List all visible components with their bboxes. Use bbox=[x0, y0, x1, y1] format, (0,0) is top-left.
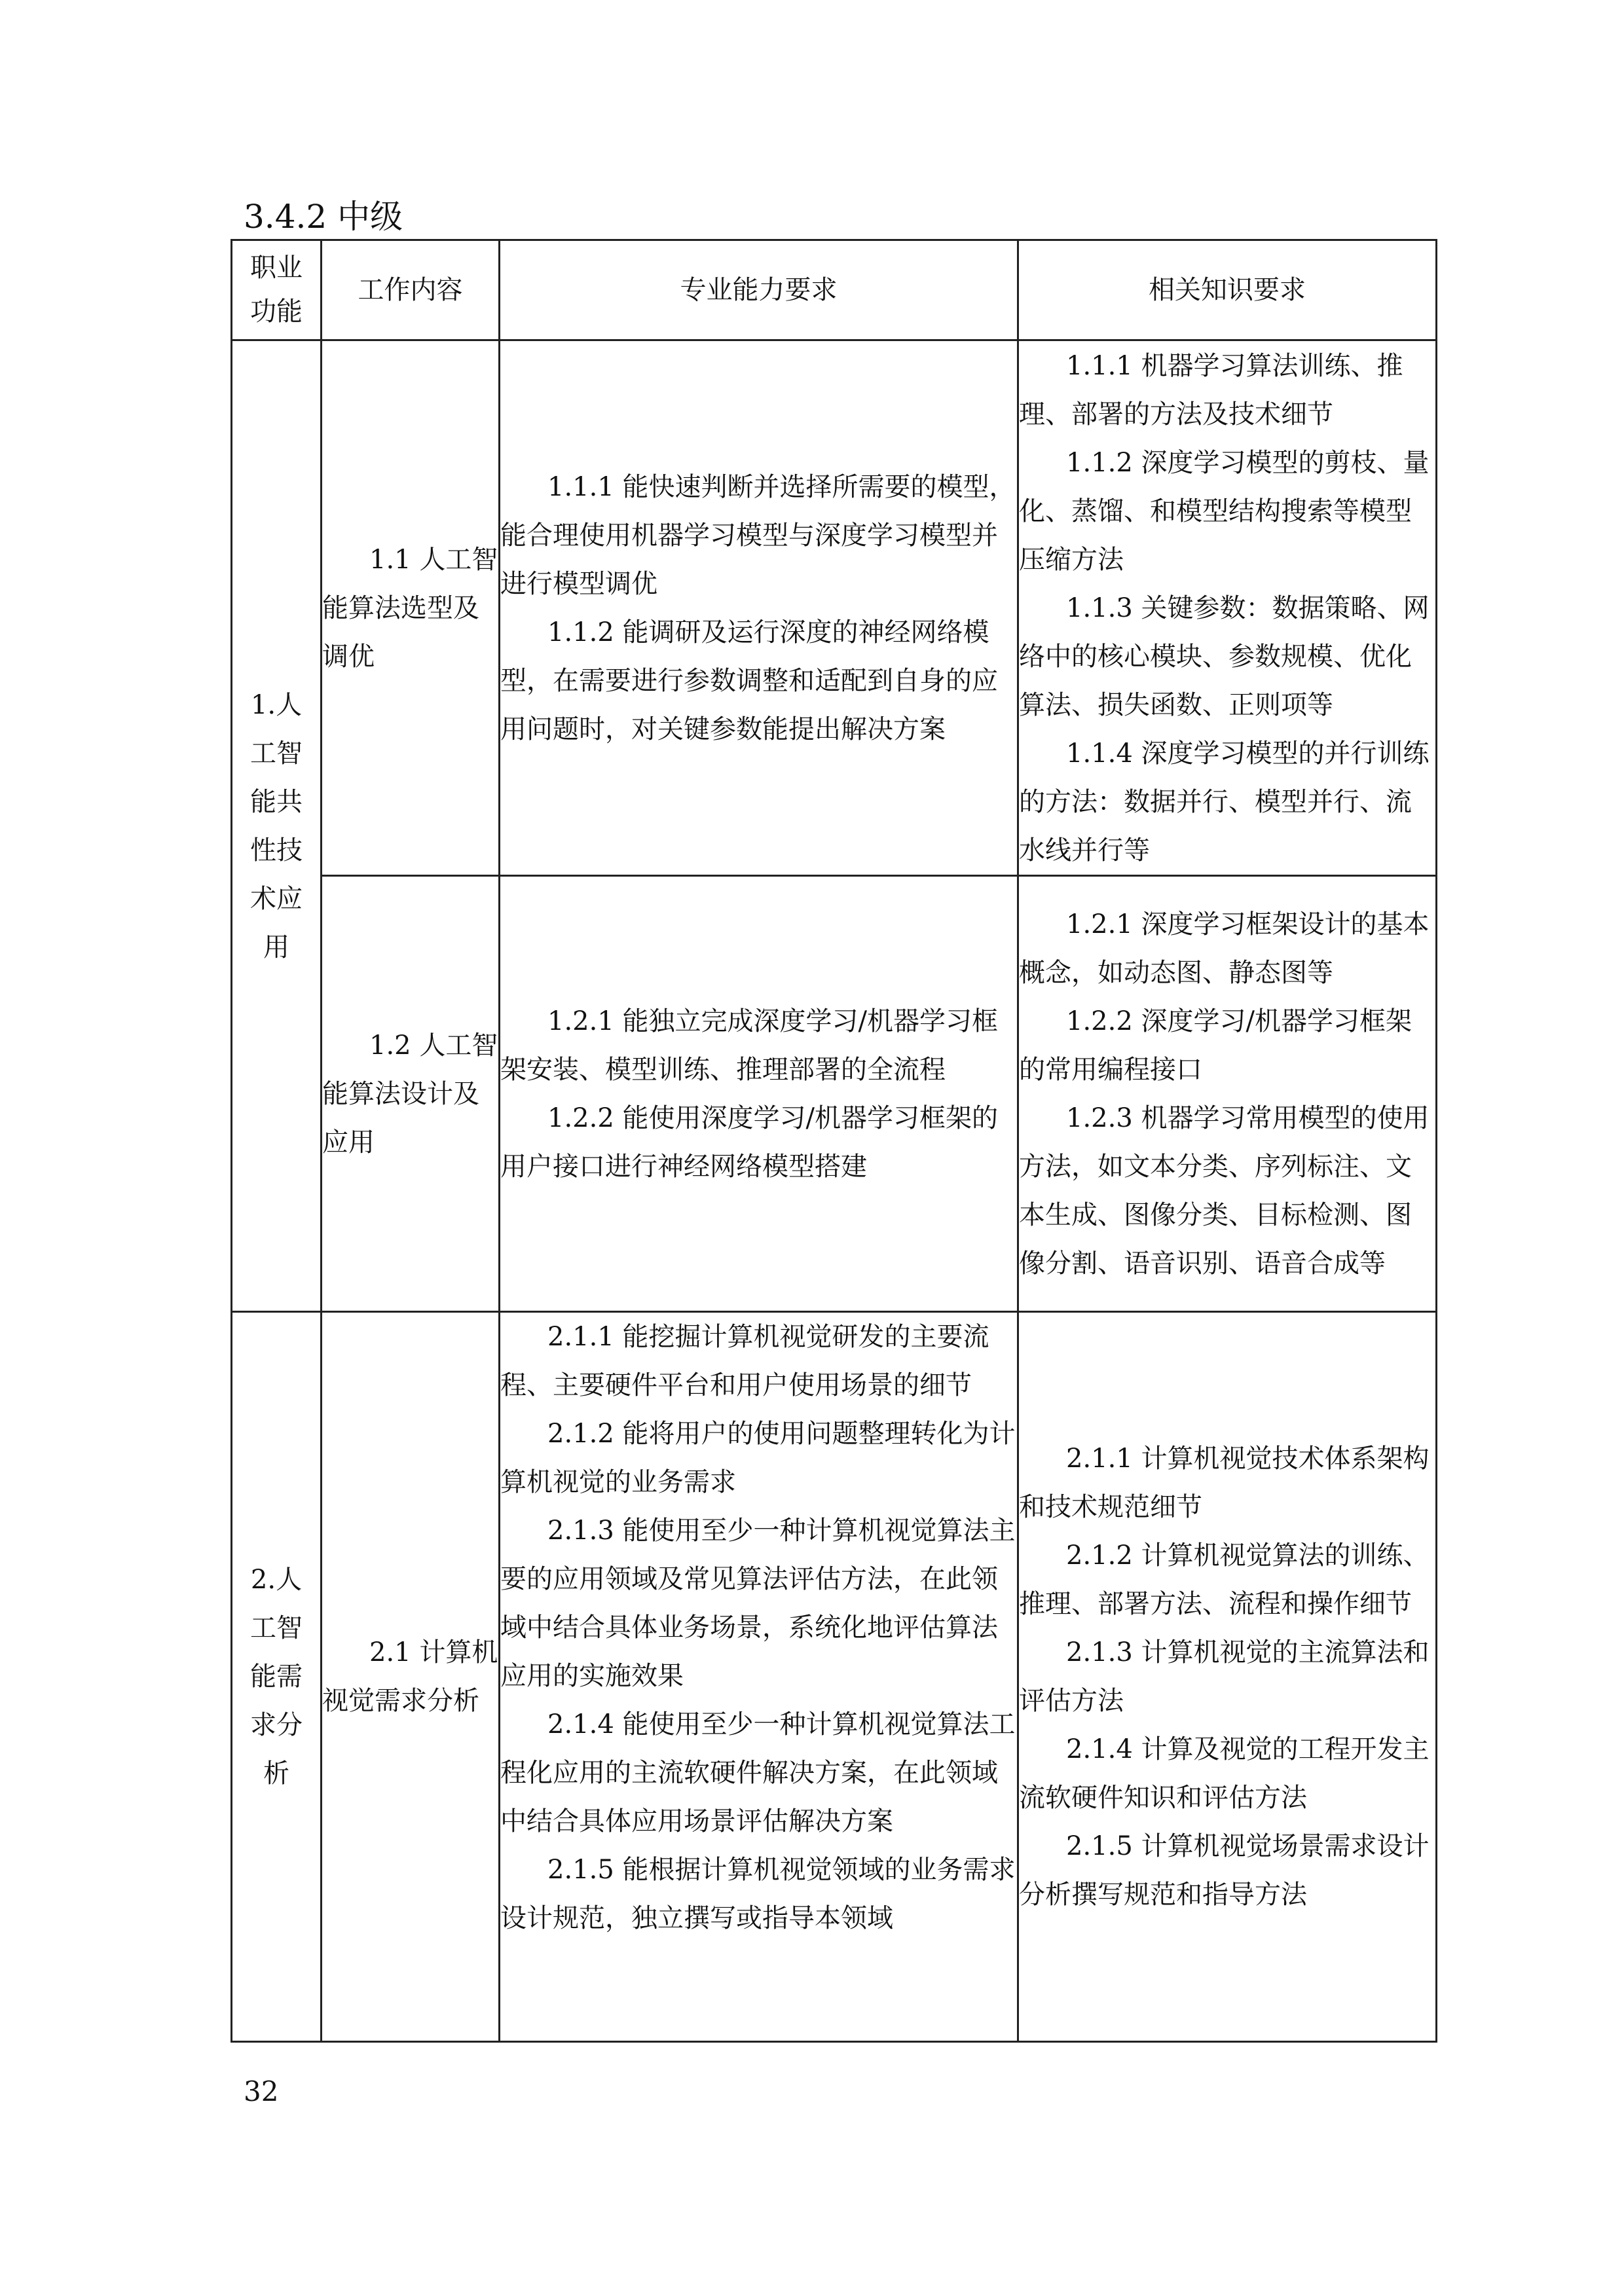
knowledge-item: 2.1.5 计算机视觉场景需求设计分析撰写规范和指导方法 bbox=[1019, 1831, 1430, 1910]
ability-item: 2.1.1 能挖掘计算机视觉研发的主要流程、主要硬件平台和用户使用场景的细节 bbox=[500, 1322, 989, 1400]
knowledge-item: 1.1.2 深度学习模型的剪枝、量化、蒸馏、和模型结构搜索等模型压缩方法 bbox=[1019, 447, 1430, 575]
ability-cell bbox=[500, 1312, 1018, 2042]
function-cell: 2.人工智能需求分析 bbox=[232, 1312, 322, 2042]
header-knowledge: 相关知识要求 bbox=[1018, 240, 1437, 340]
header-ability: 专业能力要求 bbox=[500, 240, 1018, 340]
work-cell: 1.2 人工智能算法设计及应用 bbox=[322, 876, 500, 1312]
function-cell: 1.人工智能共性技术应用 bbox=[232, 340, 322, 1312]
table-row bbox=[232, 340, 1437, 876]
ability-item: 2.1.2 能将用户的使用问题整理转化为计算机视觉的业务需求 bbox=[500, 1419, 1016, 1497]
knowledge-item: 1.2.3 机器学习常用模型的使用方法，如文本分类、序列标注、文本生成、图像分类、目标检测、图像分割、语音识别、语音合成等 bbox=[1019, 1102, 1430, 1279]
ability-item: 2.1.5 能根据计算机视觉领域的业务需求设计规范，独立撰写或指导本领域 bbox=[500, 1855, 1016, 1933]
knowledge-item: 1.1.3 关键参数：数据策略、网络中的核心模块、参数规模、优化算法、损失函数、正则项等 bbox=[1019, 592, 1430, 720]
table-header-row bbox=[232, 240, 1437, 340]
knowledge-item: 1.1.4 深度学习模型的并行训练的方法：数据并行、模型并行、流水线并行等 bbox=[1019, 738, 1430, 866]
knowledge-item: 1.2.1 深度学习框架设计的基本概念，如动态图、静态图等 bbox=[1019, 909, 1430, 988]
knowledge-item: 2.1.1 计算机视觉技术体系架构和技术规范细节 bbox=[1019, 1444, 1430, 1522]
knowledge-cell bbox=[1018, 340, 1437, 876]
table-row bbox=[232, 876, 1437, 1312]
work-cell: 1.1 人工智能算法选型及调优 bbox=[322, 340, 500, 876]
knowledge-item: 2.1.3 计算机视觉的主流算法和评估方法 bbox=[1019, 1637, 1430, 1716]
knowledge-item: 2.1.2 计算机视觉算法的训练、推理、部署方法、流程和操作细节 bbox=[1019, 1540, 1430, 1619]
knowledge-item: 1.1.1 机器学习算法训练、推理、部署的方法及技术细节 bbox=[1019, 350, 1403, 429]
ability-item: 2.1.3 能使用至少一种计算机视觉算法主要的应用领域及常见算法评估方法，在此领域中结合具体业务场景，系统化地评估算法应用的实施效果 bbox=[500, 1516, 1016, 1691]
ability-item: 2.1.4 能使用至少一种计算机视觉算法工程化应用的主流软硬件解决方案，在此领域中结合具体应用场景评估解决方案 bbox=[500, 1709, 1016, 1836]
header-function: 职业功能 bbox=[232, 240, 322, 340]
ability-item: 1.2.2 能使用深度学习/机器学习框架的用户接口进行神经网络模型搭建 bbox=[500, 1102, 998, 1182]
ability-item: 1.1.1 能快速判断并选择所需要的模型，能合理使用机器学习模型与深度学习模型并进行模型调优 bbox=[500, 471, 1016, 599]
ability-cell bbox=[500, 876, 1018, 1312]
ability-item: 1.2.1 能独立完成深度学习/机器学习框架安装、模型训练、推理部署的全流程 bbox=[500, 1006, 998, 1085]
ability-cell bbox=[500, 340, 1018, 876]
work-cell: 2.1 计算机视觉需求分析 bbox=[322, 1312, 500, 2042]
knowledge-cell bbox=[1018, 876, 1437, 1312]
skill-requirements-table bbox=[231, 239, 1437, 2043]
table-row bbox=[232, 1312, 1437, 2042]
page-number: 32 bbox=[244, 2075, 279, 2107]
knowledge-cell bbox=[1018, 1312, 1437, 2042]
header-work: 工作内容 bbox=[322, 240, 500, 340]
knowledge-item: 2.1.4 计算及视觉的工程开发主流软硬件知识和评估方法 bbox=[1019, 1734, 1430, 1813]
ability-item: 1.1.2 能调研及运行深度的神经网络模型，在需要进行参数调整和适配到自身的应用问题时，对关键参数能提出解决方案 bbox=[500, 617, 998, 744]
section-title: 3.4.2 中级 bbox=[244, 198, 403, 236]
knowledge-item: 1.2.2 深度学习/机器学习框架的常用编程接口 bbox=[1019, 1006, 1412, 1085]
